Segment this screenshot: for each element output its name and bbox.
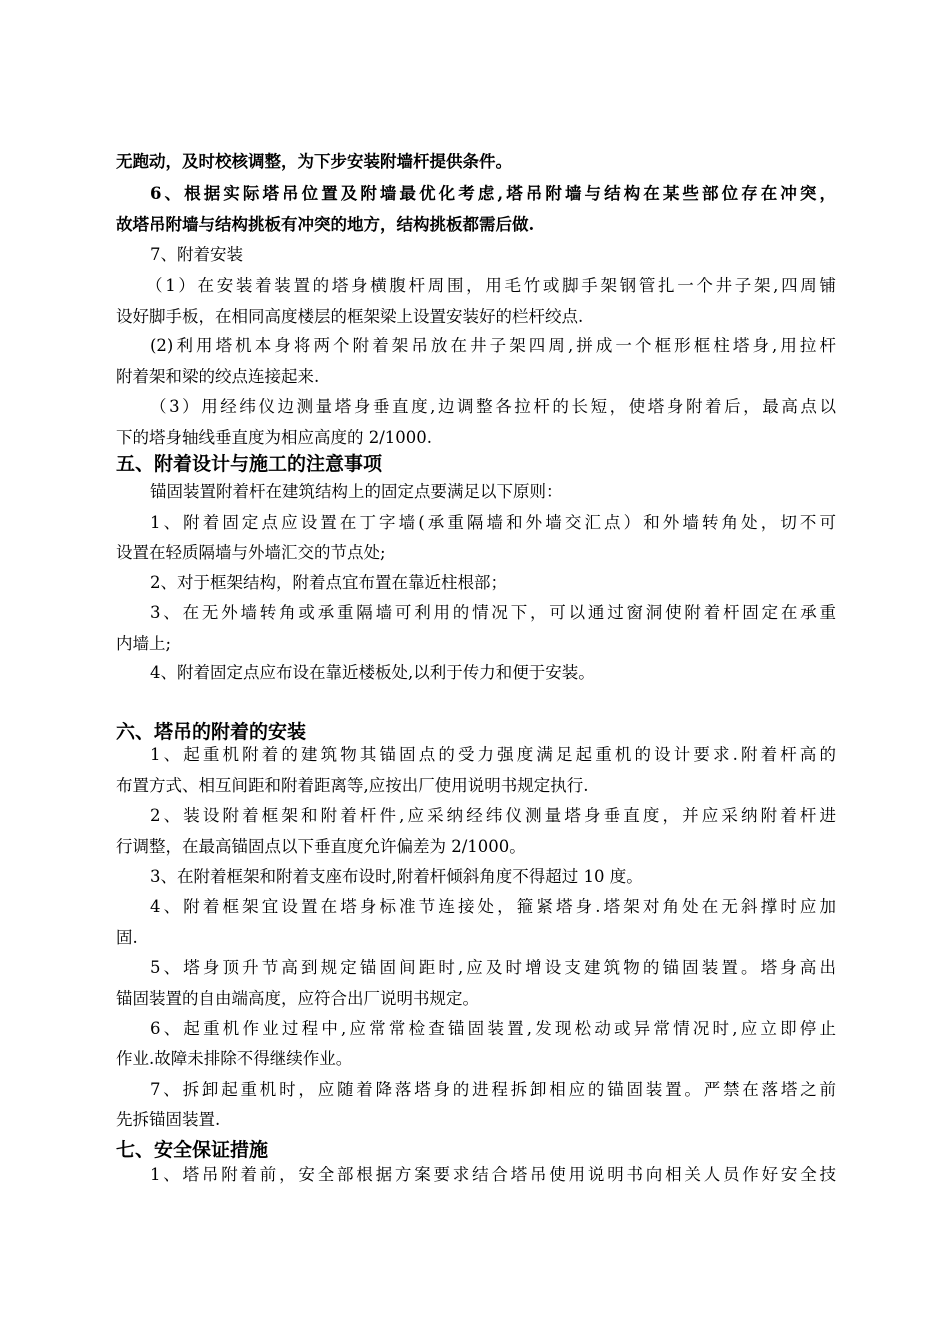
section-heading-5: 五、附着设计与施工的注意事项 (116, 453, 383, 475)
paragraph-line: （1）在安装着装置的塔身横腹杆周围，用毛竹或脚手架钢管扎一个井子架,四周铺 (146, 276, 836, 295)
paragraph-line: 锚固装置的自由端高度，应符合出厂说明书规定。 (116, 989, 479, 1008)
paragraph-line: 7、拆卸起重机时，应随着降落塔身的进程拆卸相应的锚固装置。严禁在落塔之前 (150, 1080, 836, 1099)
section-heading-6: 六、塔吊的附着的安装 (116, 721, 307, 743)
section-heading-7: 七、安全保证措施 (116, 1139, 269, 1161)
paragraph-line: 1、附着固定点应设置在丁字墙(承重隔墙和外墙交汇点）和外墙转角处，切不可 (150, 513, 836, 532)
paragraph-line: 1、塔吊附着前，安全部根据方案要求结合塔吊使用说明书向相关人员作好安全技 (150, 1165, 836, 1184)
paragraph-line: 故塔吊附墙与结构挑板有冲突的地方，结构挑板都需后做. (116, 215, 535, 234)
paragraph-line: 3、在附着框架和附着支座布设时,附着杆倾斜角度不得超过 10 度。 (150, 867, 643, 886)
paragraph-line: 设好脚手板，在相同高度楼层的框架梁上设置安装好的栏杆绞点. (116, 307, 584, 326)
paragraph-line: 1、起重机附着的建筑物其锚固点的受力强度满足起重机的设计要求.附着杆高的 (150, 745, 836, 764)
paragraph-line: 6、起重机作业过程中,应常常检查锚固装置,发现松动或异常情况时,应立即停止 (150, 1019, 836, 1038)
paragraph-line: 7、附着安装 (150, 245, 243, 264)
paragraph-line: 无跑动，及时校核调整，为下步安装附墙杆提供条件。 (116, 152, 512, 171)
paragraph-line: 锚固装置附着杆在建筑结构上的固定点要满足以下原则： (150, 482, 563, 501)
paragraph-line: 2、对于框架结构，附着点宜布置在靠近柱根部； (150, 573, 507, 592)
paragraph-line: 内墙上; (116, 634, 172, 653)
paragraph-line: 先拆锚固装置. (116, 1110, 221, 1129)
paragraph-line: 附着架和梁的绞点连接起来. (116, 367, 320, 386)
paragraph-line: 4、附着框架宜设置在塔身标准节连接处，箍紧塔身.塔架对角处在无斜撑时应加 (150, 897, 836, 916)
paragraph-line: 6、根据实际塔吊位置及附墙最优化考虑,塔吊附墙与结构在某些部位存在冲突， (150, 184, 836, 203)
paragraph-line: 设置在轻质隔墙与外墙汇交的节点处; (116, 543, 386, 562)
paragraph-line: 布置方式、相互间距和附着距离等,应按出厂使用说明书规定执行. (116, 776, 589, 795)
paragraph-line: 作业.故障未排除不得继续作业。 (116, 1049, 353, 1068)
paragraph-line: 3、在无外墙转角或承重隔墙可利用的情况下，可以通过窗洞使附着杆固定在承重 (150, 603, 836, 622)
paragraph-line: (2)利用塔机本身将两个附着架吊放在井子架四周,拼成一个框形框柱塔身,用拉杆 (150, 336, 836, 355)
paragraph-line: 下的塔身轴线垂直度为相应高度的 2/1000. (116, 428, 433, 447)
paragraph-line: 行调整，在最高锚固点以下垂直度允许偏差为 2/1000。 (116, 837, 526, 856)
paragraph-line: 固. (116, 928, 138, 947)
paragraph-line: 5、塔身顶升节高到规定锚固间距时,应及时增设支建筑物的锚固装置。塔身高出 (150, 958, 836, 977)
paragraph-line: 2、装设附着框架和附着杆件,应采纳经纬仪测量塔身垂直度，并应采纳附着杆进 (150, 806, 836, 825)
paragraph-line: 4、附着固定点应布设在靠近楼板处,以利于传力和便于安装。 (150, 663, 595, 682)
paragraph-line: （3）用经纬仪边测量塔身垂直度,边调整各拉杆的长短，使塔身附着后，最高点以 (150, 397, 836, 416)
